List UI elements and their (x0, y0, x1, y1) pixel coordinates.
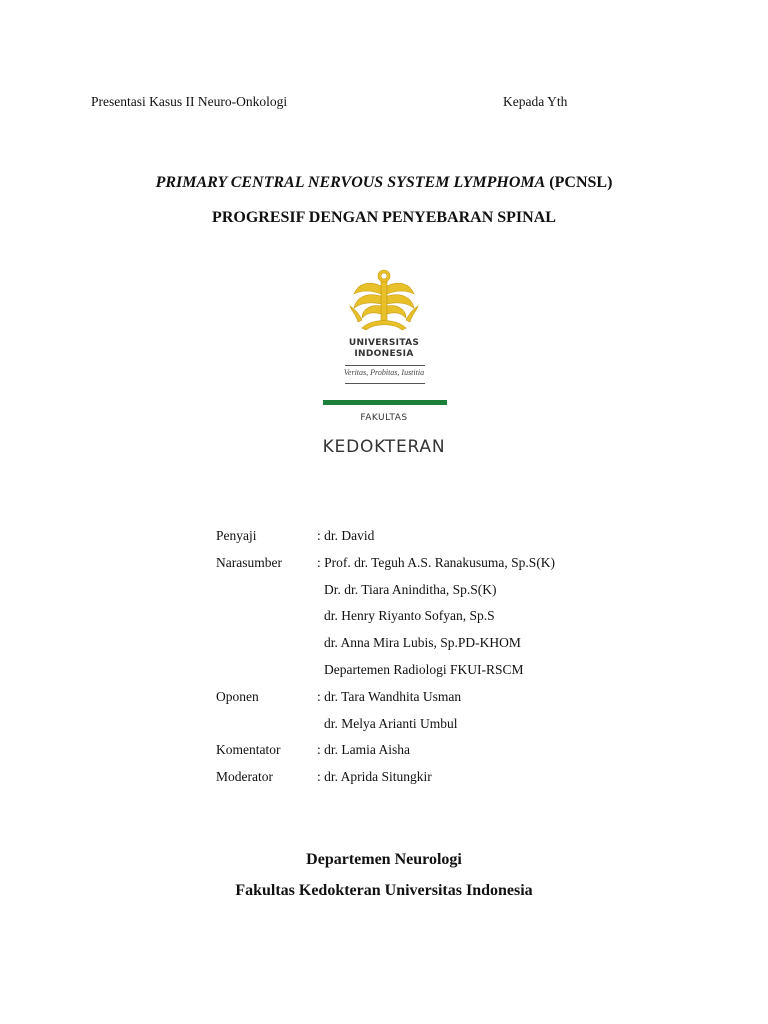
document-page: Presentasi Kasus II Neuro-Onkologi Kepada Yth PRIMARY CENTRAL NERVOUS SYSTEM LYMPHOMA (PCNSL) PROGRESIF DENGAN PENYEBARAN SPINAL UNIVERSITAS INDONESIA Veritas, Probitas, Iustitia FAKULTAS KEDOKTERAN Penyaji : dr. David Narasumber : Prof. dr. Teguh A.S. Ranakusuma, Sp.S(K) Dr. dr. Tiara Aninditha, Sp.S(K) dr. Henry Riyanto Sofyan, Sp.S dr. Anna Mira Lubis, Sp.PD-KHOM Departemen Radiologi FKUI-RSCM Oponen : dr. Tara Wandhita Usman dr. Melya Arianti Umbul Komentator : dr. Lamia Aisha Moderator : dr. Aprida Situngkir Departemen Neurologi Fakultas Kedokteran Universitas Indonesia (0, 0, 768, 1024)
makara-emblem-icon (348, 266, 420, 338)
title-line-2: PROGRESIF DENGAN PENYEBARAN SPINAL (212, 209, 556, 226)
green-accent-bar (323, 400, 447, 405)
header-course: Presentasi Kasus II Neuro-Onkologi (91, 94, 288, 109)
header-addressee: Kepada Yth (503, 94, 568, 109)
faculty-label-large: KEDOKTERAN (322, 437, 446, 457)
motto-divider-top (345, 365, 425, 366)
title-line-1 (0, 174, 768, 192)
university-name: UNIVERSITAS INDONESIA (348, 338, 420, 359)
faculty-name: Fakultas Kedokteran Universitas Indonesia (235, 882, 533, 899)
title-italic: PRIMARY CENTRAL NERVOUS SYSTEM LYMPHOMA (155, 174, 546, 191)
title-suffix: (PCNSL) (545, 174, 613, 191)
department-name: Departemen Neurologi (306, 851, 462, 868)
faculty-label-small: FAKULTAS (360, 413, 408, 423)
university-motto: Veritas, Probitas, Iustitia (343, 368, 425, 377)
motto-divider-bottom (345, 383, 425, 384)
